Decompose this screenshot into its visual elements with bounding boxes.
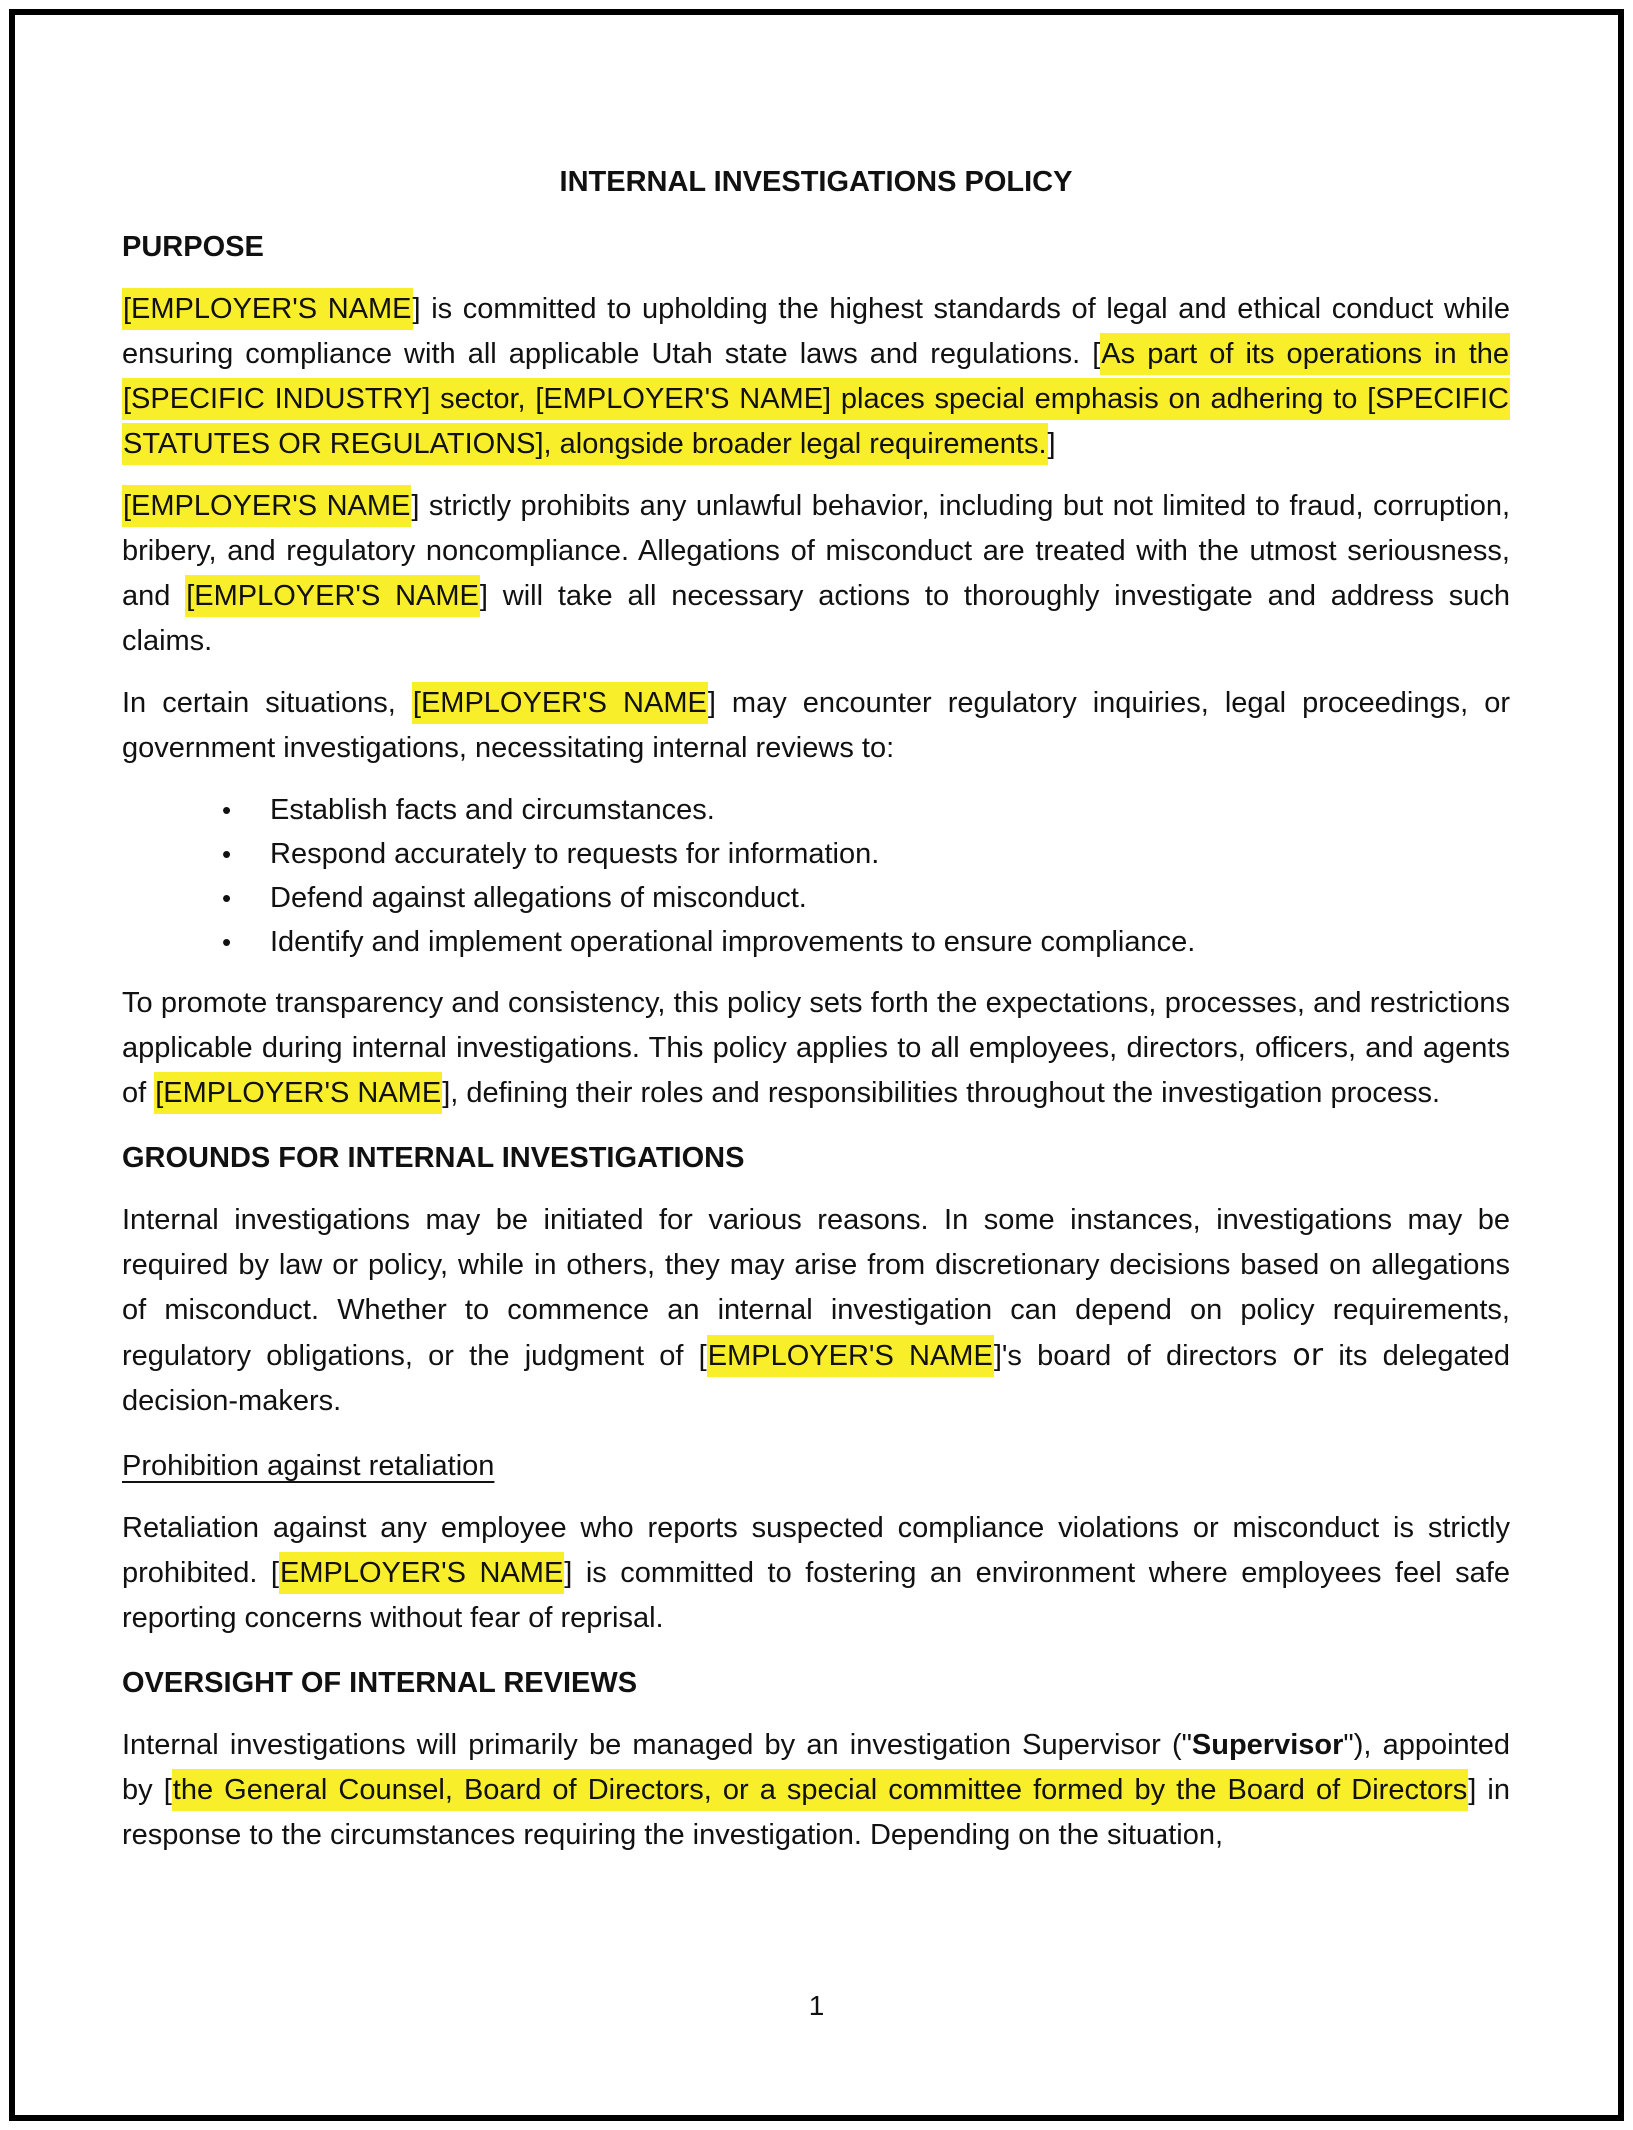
text-run: ] (1047, 428, 1056, 460)
list-item (122, 876, 1510, 920)
highlighted-text: [EMPLOYER'S NAME (122, 288, 413, 330)
text-run: GROUNDS FOR INTERNAL INVESTIGATIONS (122, 1142, 745, 1174)
text-run: OVERSIGHT OF INTERNAL REVIEWS (122, 1667, 638, 1699)
text-run: Retaliation against any employee who reports suspected compliance violations or misconduct is strictly prohibited. [ (122, 1512, 1510, 1589)
bullet-icon: • (222, 795, 232, 825)
subheading-text (122, 1444, 1510, 1489)
highlighted-text: EMPLOYER'S NAME (279, 1552, 564, 1594)
text-run: Supervisor (1191, 1729, 1344, 1761)
bullet-icon: • (222, 927, 232, 957)
highlighted-text: [EMPLOYER'S NAME (122, 485, 411, 527)
bullet-icon: • (222, 883, 232, 913)
document-content (122, 0, 1510, 1875)
page-number: 1 (808, 1990, 825, 2021)
paragraph (122, 981, 1510, 1116)
text-run: ] is committed to fostering an environment where employees feel safe reporting concerns without fear of reprisal. (122, 1557, 1510, 1634)
paragraph (122, 1198, 1510, 1424)
document-body (122, 225, 1510, 1858)
paragraph (122, 681, 1510, 771)
highlighted-text: [EMPLOYER'S NAME (185, 575, 480, 617)
highlighted-text: [EMPLOYER'S NAME (154, 1072, 442, 1114)
bullet-text: Defend against allegations of misconduct. (270, 882, 807, 914)
text-run: ] is committed to upholding the highest standards of legal and ethical conduct while ensuring compliance with all applicable Utah state laws and regulations. [ (122, 293, 1510, 370)
paragraph (122, 1506, 1510, 1641)
heading-text (122, 1661, 1510, 1706)
highlighted-text: [EMPLOYER'S NAME (412, 682, 708, 724)
text-run: its delegated decision-makers. (122, 1340, 1510, 1417)
bullet-list (122, 788, 1510, 964)
highlighted-text: As part of its operations in the [SPECIFIC INDUSTRY] sector, [EMPLOYER'S NAME] places special emphasis on adhering to [SPECIFIC STATUTES OR REGULATIONS], alongside broader legal requirements. (122, 333, 1510, 465)
highlighted-text: EMPLOYER'S NAME (707, 1335, 994, 1377)
highlighted-text: the General Counsel, Board of Directors, or a special committee formed by the Board of Directors (172, 1769, 1469, 1811)
document-title: INTERNAL INVESTIGATIONS POLICY (559, 166, 1073, 198)
text-run: Internal investigations will primarily be managed by an investigation Supervisor (" (122, 1729, 1192, 1761)
text-run: ] in response to the circumstances requiring the investigation. Depending on the situation, (122, 1774, 1511, 1851)
text-run: ]'s board of directors (993, 1340, 1293, 1372)
paragraph (122, 484, 1510, 664)
list-item (122, 832, 1510, 876)
paragraph (122, 287, 1510, 467)
heading-text (122, 225, 1510, 270)
text-run: ] may encounter regulatory inquiries, legal proceedings, or government investigations, necessitating internal reviews to: (122, 687, 1511, 764)
list-item (122, 788, 1510, 832)
text-run: Prohibition against retaliation (122, 1450, 495, 1482)
bullet-text: Identify and implement operational improvements to ensure compliance. (270, 926, 1196, 958)
paragraph (122, 1723, 1510, 1858)
heading-text (122, 1136, 1510, 1181)
text-run: "), appointed by [ (122, 1729, 1510, 1806)
bullet-text: Respond accurately to requests for information. (270, 838, 880, 870)
list-item (122, 920, 1510, 964)
text-run: To promote transparency and consistency, this policy sets forth the expectations, processes, and restrictions applicable during internal investigations. This policy applies to all employees, directors, officers, and agents of (122, 987, 1510, 1109)
text-run: ] strictly prohibits any unlawful behavior, including but not limited to fraud, corruption, bribery, and regulatory noncompliance. Allegations of misconduct are treated with the utmost seriousness, and (122, 490, 1511, 612)
text-run: ] will take all necessary actions to thoroughly investigate and address such claims. (122, 580, 1510, 657)
text-run: In certain situations, (122, 687, 412, 719)
bullet-icon: • (222, 839, 232, 869)
text-run: PURPOSE (122, 231, 264, 263)
bullet-text: Establish facts and circumstances. (270, 794, 715, 826)
text-run: or (1292, 1338, 1324, 1373)
text-run: ], defining their roles and responsibilities throughout the investigation process. (442, 1077, 1441, 1109)
text-run: Internal investigations may be initiated for various reasons. In some instances, investigations may be required by law or policy, while in others, they may arise from discretionary decisions based on allegations of misconduct. Whether to commence an internal investigation can depend on policy requirements, regulatory obligations, or the judgment of [ (122, 1204, 1510, 1372)
